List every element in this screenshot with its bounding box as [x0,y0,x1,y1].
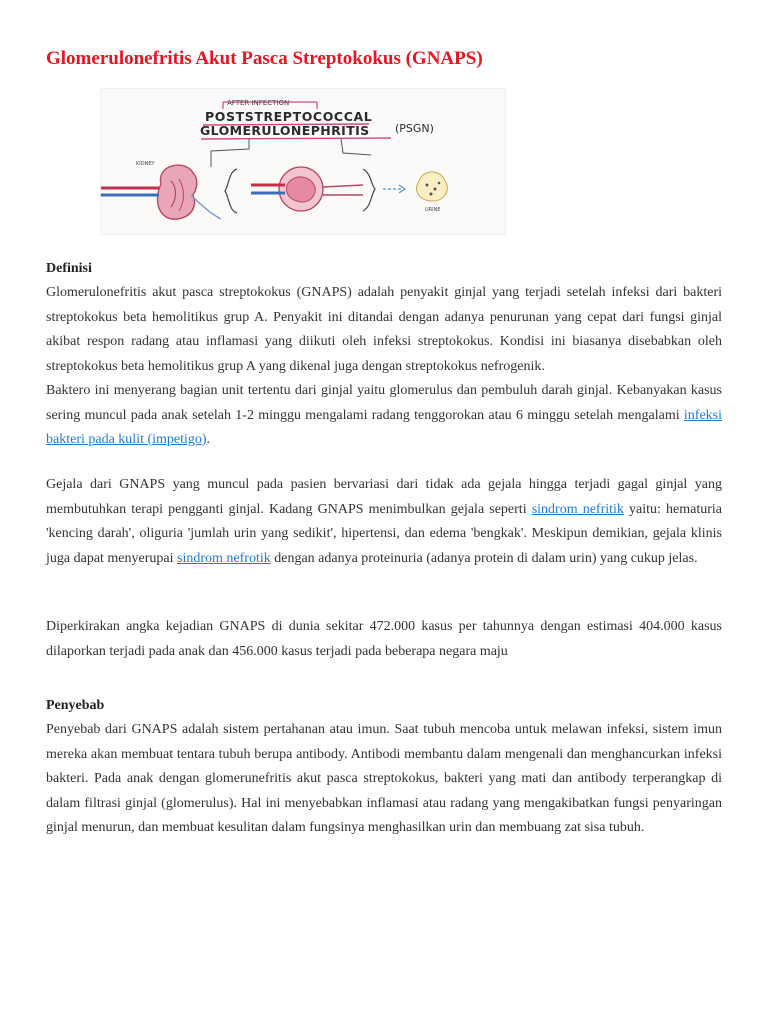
urine-label: URINE [425,207,441,213]
heading-definisi: Definisi [46,261,92,276]
gejala-text-a: Gejala dari GNAPS yang muncul pada pasien bervariasi dari tidak ada gejala hingga terjadi gagal ginjal yang membutuhkan terapi pengganti ginjal. Kadang GNAPS menimbulkan gejala seperti [46,477,722,517]
link-infeksi-kulit[interactable]: infeksi bakteri pada kulit (impetigo) [46,407,722,447]
psgn-illustration-svg [101,89,505,234]
page-title: Glomerulonefritis Akut Pasca Streptokokus (GNAPS) [46,48,483,69]
gejala-text-b: yaitu: hematuria 'kencing darah', oliguria 'jumlah urin yang sedikit', hipertensi, dan edema 'bengkak'. Meskipun demikian, gejala klinis juga dapat menyerupai [46,501,722,566]
section-definisi [46,257,722,453]
definisi-paragraph-2 [46,379,722,453]
figure-abbr: (PSGN) [395,122,434,135]
psgn-illustration [100,88,506,235]
link-sindrom-nefritik[interactable]: sindrom nefritik [531,501,624,517]
angka-kejadian-paragraph: Diperkirakan angka kejadian GNAPS di dunia sekitar 472.000 kasus per tahunnya dengan estimasi 404.000 kasus dilaporkan terjadi pada anak dan 456.000 kasus terjadi pada beberapa negara maju [46,619,722,659]
figure-line1: POSTSTREPTOCOCCAL [205,109,373,124]
figure-line2: GLOMERULONEPHRITIS [200,123,370,138]
section-penyebab [46,694,722,841]
penyebab-paragraph: Penyebab dari GNAPS adalah sistem pertahanan atau imun. Saat tubuh mencoba untuk melawan infeksi, sistem imun mereka akan membuat tentara tubuh berupa antibody. Antibodi membantu dalam mengenali dan menghancurkan infeksi bakteri. Pada anak dengan glomerunefritis akut pasca streptokokus, bakteri yang mati dan antibody terperangkap di dalam filtrasi ginjal (glomerulus). Hal ini menyebabkan inflamasi atau radang yang mengakibatkan fungsi penyaringan ginjal menurun, dan membuat kesulitan dalam fungsinya menghasilkan urin dan membuang zat sisa tubuh. [46,722,722,835]
definisi-paragraph-1: Glomerulonefritis akut pasca streptokokus (GNAPS) adalah penyakit ginjal yang terjadi setelah infeksi dari bakteri streptokokus beta hemolitikus grup A. Penyakit ini ditandai dengan adanya penurunan yang cepat dari fungsi ginjal akibat respon radang atau inflamasi yang diikuti oleh infeksi streptokokus. Kondisi ini biasanya disebabkan oleh streptokokus beta hemolitikus grup A yang dikenal juga dengan streptokokus nefrogenik. [46,285,722,374]
definisi-p2-text: Baktero ini menyerang bagian unit tertentu dari ginjal yaitu glomerulus dan pembuluh darah ginjal. Kebanyakan kasus sering muncul pada anak setelah 1-2 minggu mengalami radang tenggorokan atau 6 minggu setelah mengalami [46,383,722,423]
gejala-text-c: dengan adanya proteinuria (adanya protein di dalam urin) yang cukup jelas. [270,550,698,566]
definisi-p2-end: . [206,432,211,447]
figure-tag: AFTER INFECTION [227,99,290,107]
section-angka-kejadian [46,615,722,664]
link-sindrom-nefrotik[interactable]: sindrom nefrotik [177,550,271,566]
kidney-label: KIDNEY [136,161,155,167]
gejala-paragraph [46,473,722,571]
heading-penyebab: Penyebab [46,698,105,713]
section-gejala [46,473,722,571]
